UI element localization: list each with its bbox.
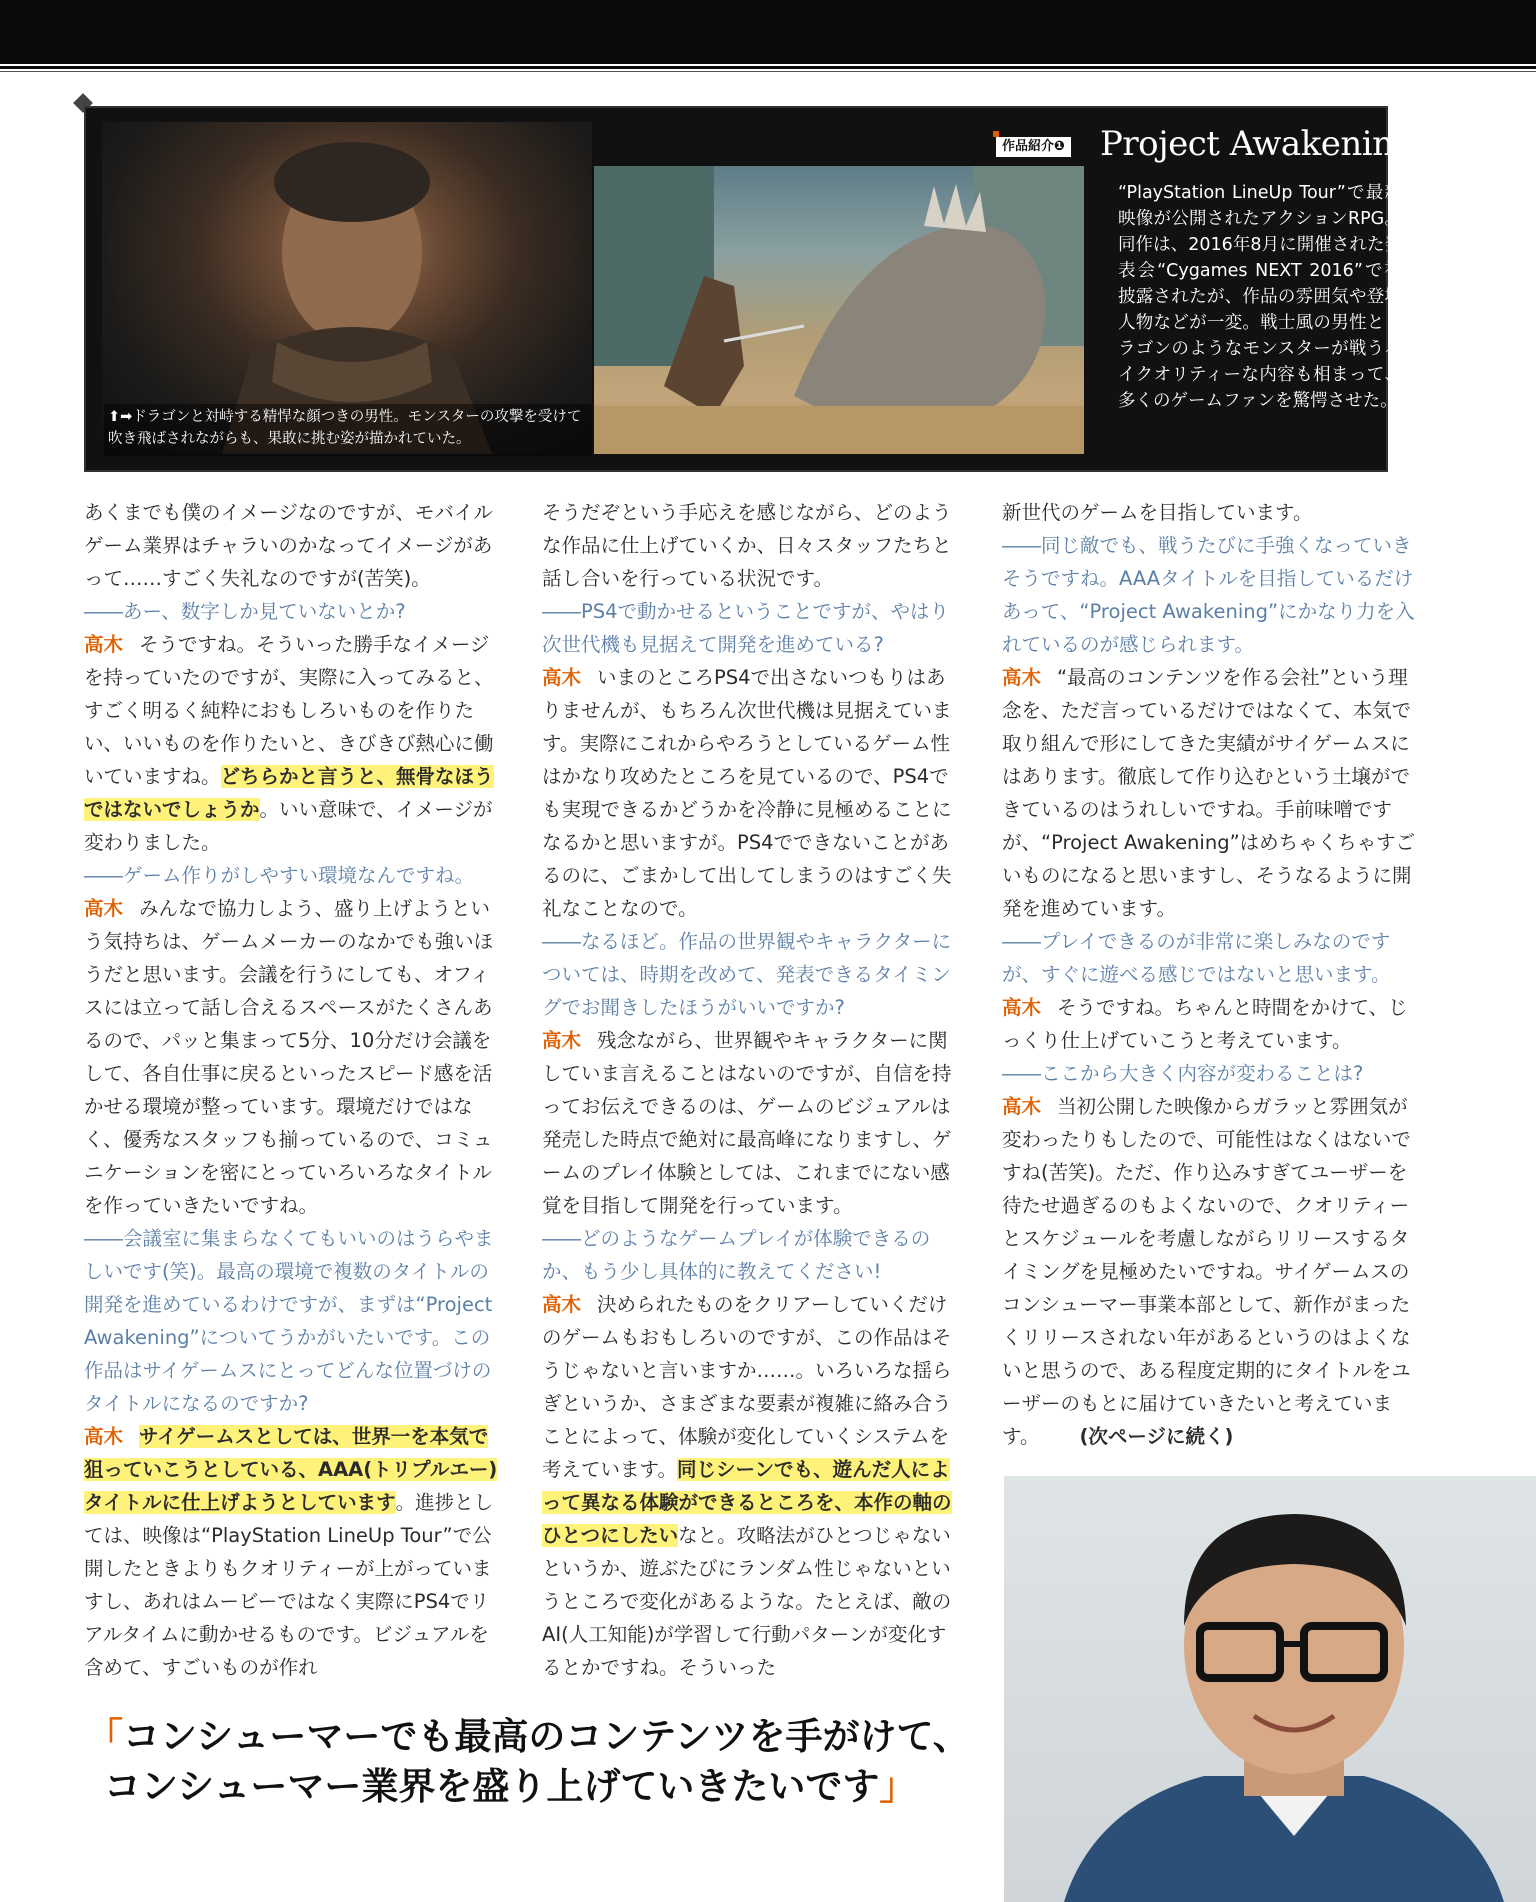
article-column-2 <box>542 496 958 1684</box>
interviewee-portrait <box>1004 1476 1536 1902</box>
answer-text: いまのところPS4で出さないつもりはありませんが、もちろん次世代機は見据えています。実際にこれからやろうとしているゲーム性はかなり攻めたところを見ているので、PS4でも実現できるかどうかを冷静に見極めることになるかと思いますが。PS4でできないことがあるのに、ごまかして出してしまうのはすごく失礼なことなので。 <box>542 666 952 920</box>
answer <box>1002 991 1418 1057</box>
question: ――会議室に集まらなくてもいいのはうらやましいです(笑)。最高の環境で複数のタイトルの開発を進めているわけですが、まずは“Project Awakening”についてうかがいたいです。この作品はサイゲームスにとってどんな位置づけのタイトルになるのですか? <box>84 1227 494 1415</box>
answer <box>542 1288 958 1684</box>
question: ――あー、数字しか見ていないとか? <box>84 600 406 623</box>
answer <box>542 1024 958 1222</box>
speaker-label: 高木 <box>542 1029 582 1052</box>
question: ――同じ敵でも、戦うたびに手強くなっていきそうですね。AAAタイトルを目指しているだけあって、“Project Awakening”にかなり力を入れているのが感じられます。 <box>1002 534 1415 656</box>
speaker-label: 高木 <box>1002 1095 1042 1118</box>
answer <box>84 628 500 859</box>
answer-text: 当初公開した映像からガラッと雰囲気が変わったりもしたので、可能性はなくはないですね(苦笑)。ただ、作り込みすぎてユーザーを待たせ過ぎるのもよくないので、クオリティーとスケジュールを考慮しながらリリースするタイミングを見極めたいですね。サイゲームスのコンシューマー事業本部として、新作がまったくリリースされない年があるというのはよくないと思うので、ある程度定期的にタイトルをユーザーのもとに届けていきたいと考えています。 <box>1002 1095 1411 1448</box>
highlighted-text: 同じシーンでも、遊んだ人によって異なる体験ができるところを、本作の軸のひとつにしたい <box>542 1458 952 1547</box>
answer <box>542 661 958 925</box>
game-title: Project Awakening <box>1100 124 1415 164</box>
highlighted-text: サイゲームスとしては、世界一を本気で狙っていこうとしている、AAA(トリプルエー)タイトルに仕上げようとしています <box>84 1425 498 1514</box>
answer-text: そうですね。そういった勝手なイメージを持っていたのですが、実際に入ってみると、すごく明るく純粋におもしろいものを作りたい、いいものを作りたいと、きびきび熱心に働いていますね。 <box>84 633 494 788</box>
highlighted-text: どちらかと言うと、無骨なほうではないでしょうか <box>84 765 494 821</box>
photo-caption: ⬆➡ドラゴンと対峙する精悍な顔つきの男性。モンスターの攻撃を受けて吹き飛ばされながらも、果敢に挑む姿が描かれていた。 <box>104 404 592 456</box>
pull-quote-text: コンシューマー業界を盛り上げていきたいです <box>104 1765 880 1808</box>
open-bracket: 「 <box>86 1715 123 1758</box>
top-header-bar <box>0 0 1536 64</box>
header-rule <box>0 66 1536 69</box>
continued-note: (次ページに続く) <box>1079 1425 1234 1448</box>
intro-tag: 作品紹介❶ <box>996 137 1071 157</box>
answer-text: 決められたものをクリアーしていくだけのゲームもおもしろいのですが、この作品はそうじゃないと言いますか……。いろいろな揺らぎというか、さまざまな要素が複雑に絡み合うことによって、体験が変化していくシステムを考えています。 <box>542 1293 952 1481</box>
question: ――なるほど。作品の世界観やキャラクターについては、時期を改めて、発表できるタイミングでお聞きしたほうがいいですか? <box>542 930 952 1019</box>
close-bracket: 」 <box>879 1765 917 1808</box>
answer <box>84 892 500 1222</box>
answer-text: みんなで協力しよう、盛り上げようという気持ちは、ゲームメーカーのなかでも強いほうだと思います。会議を行うにしても、オフィスには立って話し合えるスペースがたくさんあるので、パッと集まって5分、10分だけ会議をして、各自仕事に戻るといったスピード感を活かせる環境が整っています。環境だけではなく、優秀なスタッフも揃っているので、コミュニケーションを密にとっていろいろなタイトルを作っていきたいですね。 <box>84 897 494 1217</box>
answer-text: なと。攻略法がひとつじゃないというか、遊ぶたびにランダム性じゃないというところで変化があるような。たとえば、敵のAI(人工知能)が学習して行動パターンが変化するとかですね。そういった <box>542 1524 952 1679</box>
answer-text: 。いい意味で、イメージが変わりました。 <box>84 798 493 854</box>
question: ――ここから大きく内容が変わることは? <box>1002 1062 1364 1085</box>
answer <box>1002 1090 1418 1453</box>
question: ――プレイできるのが非常に楽しみなのですが、すぐに遊べる感じではないと思います。 <box>1002 930 1391 986</box>
answer-text: “最高のコンテンツを作る会社”という理念を、ただ言っているだけではなくて、本気で取り組んで形にしてきた実績がサイゲームスにはあります。徹底して作り込むという土壌ができているのはうれしいですね。手前味噌ですが、“Project Awakening”はめちゃくちゃすごいものになると思いますし、そうなるように開発を進めています。 <box>1002 666 1416 920</box>
pull-quote-text: コンシューマーでも最高のコンテンツを手がけて、 <box>123 1715 970 1758</box>
intro-description: “PlayStation LineUp Tour”で最新映像が公開されたアクションRPG。同作は、2016年8月に開催された発表会“Cygames NEXT 2016”で初披露されたが、作品の雰囲気や登場人物などが一変。戦士風の男性とドラゴンのようなモンスターが戦うハイクオリティーな内容も相まって、多くのゲームファンを驚愕させた。 <box>1118 183 1402 411</box>
header-rule-thin <box>0 71 1536 72</box>
article-column-3 <box>1002 496 1418 1453</box>
answer <box>1002 661 1418 925</box>
paragraph: あくまでも僕のイメージなのですが、モバイルゲーム業界はチャラいのかなってイメージがあって……すごく失礼なのですが(苦笑)。 <box>84 501 493 590</box>
pull-quote-line-1 <box>86 1712 1016 1762</box>
paragraph: 新世代のゲームを目指しています。 <box>1002 501 1313 524</box>
article-column-1 <box>84 496 500 1684</box>
dragon-battle-screenshot <box>594 166 1084 454</box>
speaker-label: 高木 <box>84 897 124 920</box>
speaker-label: 高木 <box>542 1293 582 1316</box>
speaker-label: 高木 <box>1002 996 1042 1019</box>
answer-text: 残念ながら、世界観やキャラクターに関していま言えることはないのですが、自信を持ってお伝えできるのは、ゲームのビジュアルは発売した時点で絶対に最高峰になりますし、ゲームのプレイ体験としては、これまでにない感覚を目指して開発を行っています。 <box>542 1029 952 1217</box>
speaker-label: 高木 <box>542 666 582 689</box>
speaker-label: 高木 <box>84 1425 124 1448</box>
speaker-label: 高木 <box>84 633 124 656</box>
answer <box>84 1420 500 1684</box>
answer-text: そうですね。ちゃんと時間をかけて、じっくり仕上げていこうと考えています。 <box>1002 996 1408 1052</box>
paragraph: そうだぞという手応えを感じながら、どのような作品に仕上げていくか、日々スタッフたちと話し合いを行っている状況です。 <box>542 501 952 590</box>
pull-quote <box>86 1712 1016 1812</box>
speaker-label: 高木 <box>1002 666 1042 689</box>
question: ――どのようなゲームプレイが体験できるのか、もう少し具体的に教えてください! <box>542 1227 931 1283</box>
answer-text: 。進捗としては、映像は“PlayStation LineUp Tour”で公開したときよりもクオリティーが上がっていますし、あれはムービーではなく実際にPS4でリアルタイムに動かせるものです。ビジュアルを含めて、すごいものが作れ <box>84 1491 494 1679</box>
question: ――PS4で動かせるということですが、やはり次世代機も見据えて開発を進めている? <box>542 600 950 656</box>
question: ――ゲーム作りがしやすい環境なんですね。 <box>84 864 475 887</box>
pull-quote-line-2 <box>86 1762 1016 1812</box>
